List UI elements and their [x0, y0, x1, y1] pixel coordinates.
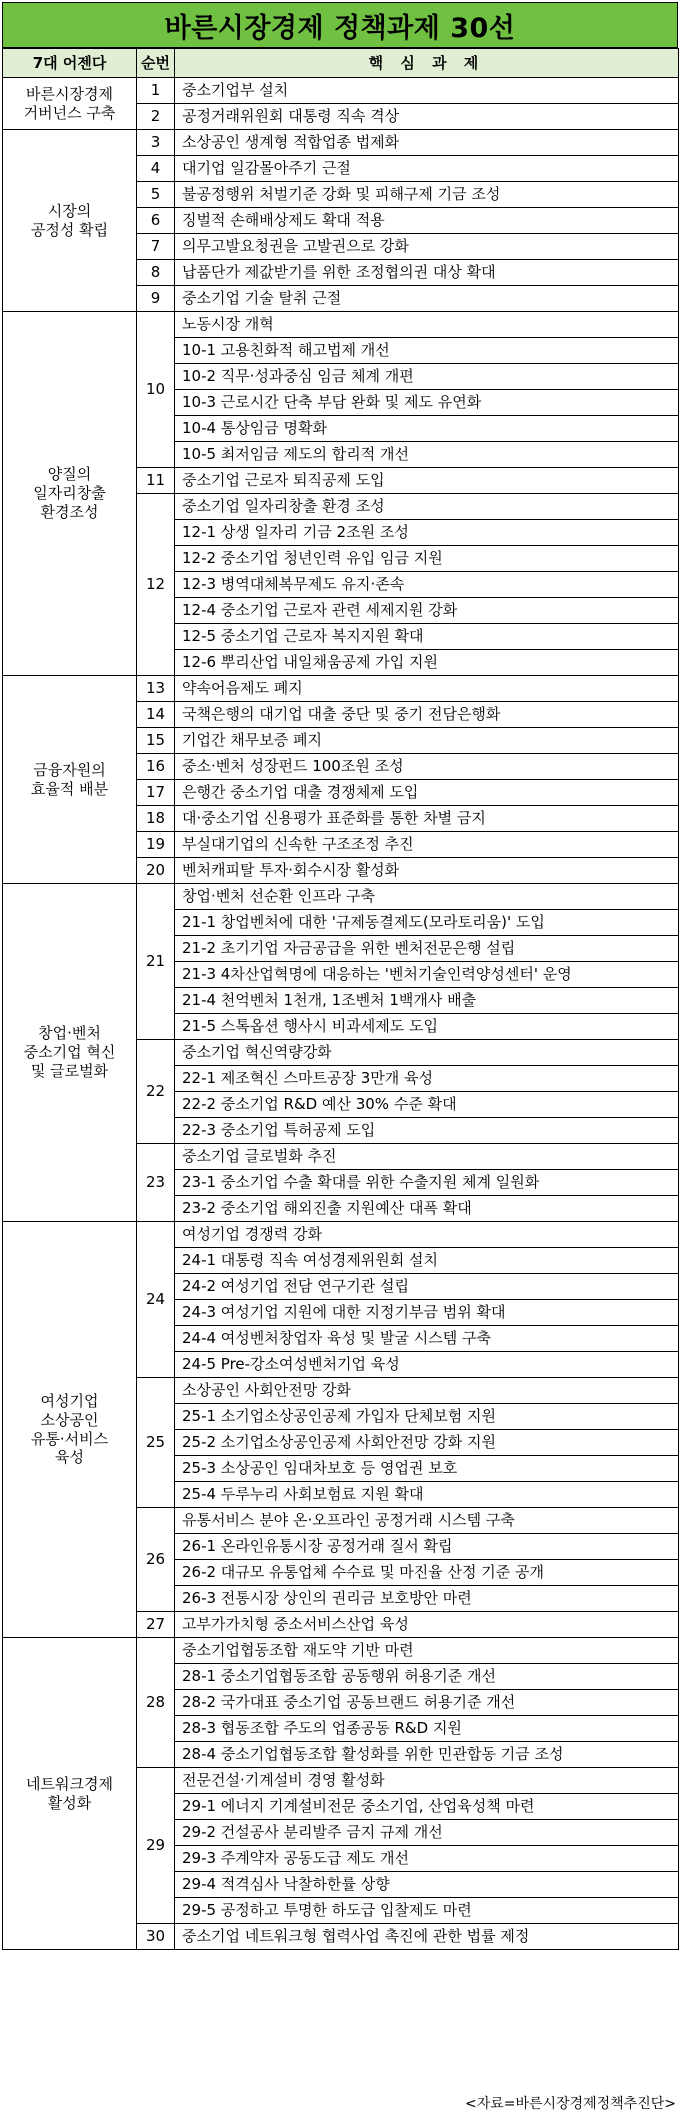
- task-text: 노동시장 개혁: [175, 312, 679, 338]
- task-text: 25-3 소상공인 임대차보호 등 영업권 보호: [175, 1456, 679, 1482]
- task-number: 10: [137, 312, 175, 468]
- agenda-line: 거버넌스 구축: [23, 103, 116, 122]
- task-text: 29-1 에너지 기계설비전문 중소기업, 산업육성책 마련: [175, 1794, 679, 1820]
- task-number: 15: [137, 728, 175, 754]
- task-text: 25-2 소기업소상공인공제 사회안전망 강화 지원: [175, 1430, 679, 1456]
- task-text: 29-5 공정하고 투명한 하도급 입찰제도 마련: [175, 1898, 679, 1924]
- task-text: 중소기업부 설치: [175, 78, 679, 104]
- task-text: 21-2 초기기업 자금공급을 위한 벤처전문은행 설립: [175, 936, 679, 962]
- agenda-line: 창업·벤처: [38, 1024, 101, 1043]
- task-number: 14: [137, 702, 175, 728]
- header-number: 순번: [137, 49, 175, 78]
- task-number: 7: [137, 234, 175, 260]
- task-text: 공정거래위원회 대통령 직속 격상: [175, 104, 679, 130]
- table-row: [3, 1222, 679, 1248]
- task-text: 국책은행의 대기업 대출 중단 및 중기 전담은행화: [175, 702, 679, 728]
- task-text: 29-4 적격심사 낙찰하한률 상향: [175, 1872, 679, 1898]
- table-row: [3, 78, 679, 104]
- agenda-line: 여성기업: [40, 1392, 99, 1410]
- task-text: 고부가가치형 중소서비스산업 육성: [175, 1612, 679, 1638]
- task-number: 5: [137, 182, 175, 208]
- task-text: 21-1 창업벤처에 대한 '규제동결제도(모라토리움)' 도입: [175, 910, 679, 936]
- agenda-line: 공정성 확립: [30, 220, 109, 239]
- table-row: [3, 1638, 679, 1664]
- task-number: 11: [137, 468, 175, 494]
- agenda-line: 중소기업 혁신: [23, 1043, 116, 1062]
- task-text: 22-3 중소기업 특허공제 도입: [175, 1118, 679, 1144]
- task-text: 중소기업 네트워크형 협력사업 촉진에 관한 법률 제정: [175, 1924, 679, 1950]
- task-text: 여성기업 경쟁력 강화: [175, 1222, 679, 1248]
- task-text: 12-6 뿌리산업 내일채움공제 가입 지원: [175, 650, 679, 676]
- task-text: 26-3 전통시장 상인의 권리금 보호방안 마련: [175, 1586, 679, 1612]
- agenda-line: 환경조성: [40, 502, 99, 521]
- task-number: 3: [137, 130, 175, 156]
- task-number: 8: [137, 260, 175, 286]
- task-text: 창업·벤처 선순환 인프라 구축: [175, 884, 679, 910]
- task-number: 29: [137, 1768, 175, 1924]
- task-text: 12-5 중소기업 근로자 복지지원 확대: [175, 624, 679, 650]
- task-number: 13: [137, 676, 175, 702]
- task-text: 은행간 중소기업 대출 경쟁체제 도입: [175, 780, 679, 806]
- agenda-cell: [3, 884, 137, 1222]
- header-agenda: 7대 어젠다: [3, 49, 137, 78]
- agenda-cell: [3, 312, 137, 676]
- task-text: 소상공인 생계형 적합업종 법제화: [175, 130, 679, 156]
- table-row: [3, 676, 679, 702]
- agenda-cell: [3, 130, 137, 312]
- task-text: 부실대기업의 신속한 구조조정 추진: [175, 832, 679, 858]
- task-text: 의무고발요청권을 고발권으로 강화: [175, 234, 679, 260]
- task-text: 기업간 채무보증 폐지: [175, 728, 679, 754]
- task-text: 24-5 Pre-강소여성벤처기업 육성: [175, 1352, 679, 1378]
- task-number: 28: [137, 1638, 175, 1768]
- task-text: 12-2 중소기업 청년인력 유입 임금 지원: [175, 546, 679, 572]
- agenda-cell: [3, 78, 137, 130]
- header-task: 핵 심 과 제: [175, 49, 679, 78]
- task-text: 불공정행위 처벌기준 강화 및 피해구제 기금 조성: [175, 182, 679, 208]
- document-title: 바른시장경제 정책과제 30선: [2, 2, 678, 48]
- agenda-line: 활성화: [47, 1793, 92, 1812]
- task-text: 중소기업 일자리창출 환경 조성: [175, 494, 679, 520]
- task-number: 4: [137, 156, 175, 182]
- task-number: 16: [137, 754, 175, 780]
- agenda-cell: [3, 1222, 137, 1638]
- table-row: [3, 130, 679, 156]
- task-text: 10-4 통상임금 명확화: [175, 416, 679, 442]
- task-text: 29-3 주계약자 공동도급 제도 개선: [175, 1846, 679, 1872]
- task-text: 28-3 협동조합 주도의 업종공동 R&D 지원: [175, 1716, 679, 1742]
- task-text: 23-2 중소기업 해외진출 지원예산 대폭 확대: [175, 1196, 679, 1222]
- task-number: 25: [137, 1378, 175, 1508]
- agenda-line: 및 글로벌화: [30, 1061, 109, 1080]
- task-text: 12-3 병역대체복무제도 유지·존속: [175, 572, 679, 598]
- task-number: 17: [137, 780, 175, 806]
- agenda-line: 소상공인: [40, 1410, 99, 1429]
- task-number: 21: [137, 884, 175, 1040]
- agenda-line: 금융자원의: [33, 760, 106, 779]
- task-text: 10-1 고용친화적 해고법제 개선: [175, 338, 679, 364]
- table-header-row: [3, 49, 679, 78]
- task-number: 12: [137, 494, 175, 676]
- task-text: 21-4 천억벤처 1천개, 1조벤처 1백개사 배출: [175, 988, 679, 1014]
- agenda-line: 양질의: [47, 465, 92, 484]
- task-text: 소상공인 사회안전망 강화: [175, 1378, 679, 1404]
- agenda-cell: [3, 1638, 137, 1950]
- agenda-line: 유통·서비스: [30, 1429, 109, 1448]
- task-number: 27: [137, 1612, 175, 1638]
- task-text: 중소기업 근로자 퇴직공제 도입: [175, 468, 679, 494]
- task-text: 26-2 대규모 유통업체 수수료 및 마진율 산정 기준 공개: [175, 1560, 679, 1586]
- task-text: 중소기업 기술 탈취 근절: [175, 286, 679, 312]
- agenda-line: 육성: [55, 1448, 84, 1467]
- task-text: 중소기업협동조합 재도약 기반 마련: [175, 1638, 679, 1664]
- task-number: 19: [137, 832, 175, 858]
- task-text: 28-2 국가대표 중소기업 공동브랜드 허용기준 개선: [175, 1690, 679, 1716]
- task-text: 10-2 직무·성과중심 임금 체계 개편: [175, 364, 679, 390]
- task-number: 24: [137, 1222, 175, 1378]
- task-text: 24-4 여성벤처창업자 육성 및 발굴 시스템 구축: [175, 1326, 679, 1352]
- task-text: 징벌적 손해배상제도 확대 적용: [175, 208, 679, 234]
- task-text: 23-1 중소기업 수출 확대를 위한 수출지원 체계 일원화: [175, 1170, 679, 1196]
- task-text: 25-1 소기업소상공인공제 가입자 단체보험 지원: [175, 1404, 679, 1430]
- task-text: 전문건설·기계설비 경영 활성화: [175, 1768, 679, 1794]
- task-text: 12-4 중소기업 근로자 관련 세제지원 강화: [175, 598, 679, 624]
- task-number: 2: [137, 104, 175, 130]
- agenda-line: 효율적 배분: [30, 779, 109, 798]
- task-text: 12-1 상생 일자리 기금 2조원 조성: [175, 520, 679, 546]
- task-text: 24-2 여성기업 전담 연구기관 설립: [175, 1274, 679, 1300]
- task-number: 20: [137, 858, 175, 884]
- task-text: 24-1 대통령 직속 여성경제위원회 설치: [175, 1248, 679, 1274]
- task-text: 중소기업 글로벌화 추진: [175, 1144, 679, 1170]
- task-text: 28-1 중소기업협동조합 공동행위 허용기준 개선: [175, 1664, 679, 1690]
- task-text: 벤처캐피탈 투자·회수시장 활성화: [175, 858, 679, 884]
- task-text: 24-3 여성기업 지원에 대한 지정기부금 범위 확대: [175, 1300, 679, 1326]
- source-credit: <자료=바른시장경제정책추진단>: [464, 2096, 676, 2112]
- task-text: 21-3 4차산업혁명에 대응하는 '벤처기술인력양성센터' 운영: [175, 962, 679, 988]
- task-text: 28-4 중소기업협동조합 활성화를 위한 민관합동 기금 조성: [175, 1742, 679, 1768]
- task-text: 21-5 스톡옵션 행사시 비과세제도 도입: [175, 1014, 679, 1040]
- task-number: 22: [137, 1040, 175, 1144]
- agenda-line: 바른시장경제: [26, 84, 113, 103]
- task-number: 1: [137, 78, 175, 104]
- task-text: 대·중소기업 신용평가 표준화를 통한 차별 금지: [175, 806, 679, 832]
- task-text: 29-2 건설공사 분리발주 금지 규제 개선: [175, 1820, 679, 1846]
- table-row: [3, 312, 679, 338]
- policy-table: [2, 48, 679, 1950]
- task-text: 납품단가 제값받기를 위한 조정협의권 대상 확대: [175, 260, 679, 286]
- task-text: 약속어음제도 폐지: [175, 676, 679, 702]
- task-text: 유통서비스 분야 온·오프라인 공정거래 시스템 구축: [175, 1508, 679, 1534]
- task-text: 10-5 최저임금 제도의 합리적 개선: [175, 442, 679, 468]
- task-text: 22-2 중소기업 R&D 예산 30% 수준 확대: [175, 1092, 679, 1118]
- agenda-line: 네트워크경제: [26, 1774, 113, 1793]
- task-number: 26: [137, 1508, 175, 1612]
- agenda-line: 일자리창출: [33, 484, 106, 503]
- task-number: 9: [137, 286, 175, 312]
- table-row: [3, 884, 679, 910]
- task-text: 26-1 온라인유통시장 공정거래 질서 확립: [175, 1534, 679, 1560]
- task-text: 22-1 제조혁신 스마트공장 3만개 육성: [175, 1066, 679, 1092]
- task-number: 30: [137, 1924, 175, 1950]
- task-text: 대기업 일감몰아주기 근절: [175, 156, 679, 182]
- task-number: 23: [137, 1144, 175, 1222]
- task-text: 25-4 두루누리 사회보험료 지원 확대: [175, 1482, 679, 1508]
- task-number: 18: [137, 806, 175, 832]
- task-text: 10-3 근로시간 단축 부담 완화 및 제도 유연화: [175, 390, 679, 416]
- task-number: 6: [137, 208, 175, 234]
- agenda-line: 시장의: [47, 201, 92, 220]
- task-text: 중소기업 혁신역량강화: [175, 1040, 679, 1066]
- task-text: 중소·벤처 성장펀드 100조원 조성: [175, 754, 679, 780]
- agenda-cell: [3, 676, 137, 884]
